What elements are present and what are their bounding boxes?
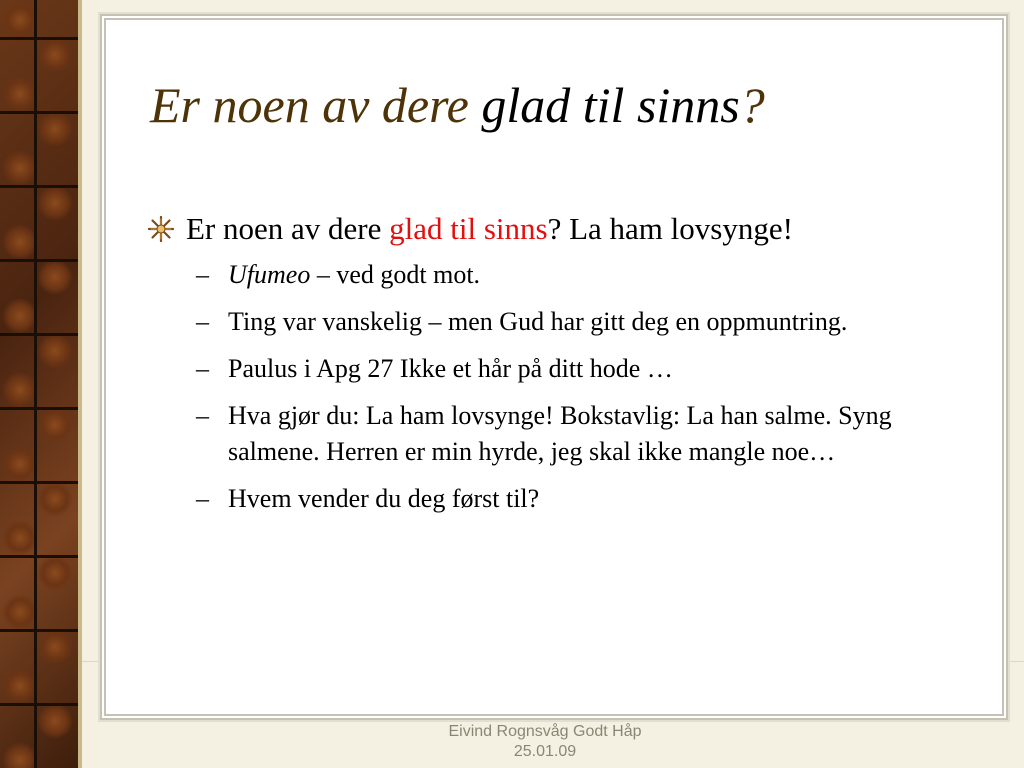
- sub-bullet: [196, 351, 998, 387]
- bullet-list: [148, 210, 998, 528]
- main-bullet-text: [186, 210, 793, 249]
- title-part-3: ?: [739, 77, 765, 133]
- sub-bullet: [196, 304, 998, 340]
- slide-footer: [380, 722, 710, 762]
- sub-bullet: [196, 257, 998, 293]
- dash-marker: –: [196, 483, 209, 513]
- title-part-2: glad til sinns: [481, 77, 740, 133]
- main-bullet-text-before: Er noen av dere: [186, 211, 390, 246]
- footer-date: 25.01.09: [513, 743, 577, 760]
- slide-content-frame: [100, 14, 1008, 720]
- starburst-bullet-icon: [148, 216, 174, 242]
- dash-marker: –: [196, 400, 209, 430]
- dash-marker: –: [196, 259, 209, 289]
- main-bullet: [148, 210, 998, 249]
- sub-bullet-plain: – ved godt mot.: [310, 259, 481, 289]
- sub-bullet-italic: Ufumeo: [228, 259, 311, 289]
- sub-bullet-text: Paulus i Apg 27 Ikke et hår på ditt hode …: [228, 353, 673, 383]
- wood-border-edge: [78, 0, 82, 768]
- sub-bullet-text: [228, 257, 948, 293]
- sub-bullet: [196, 481, 998, 517]
- slide-title: [150, 78, 765, 133]
- footer-author: Eivind Rognsvåg Godt Håp: [448, 723, 642, 740]
- dash-marker: –: [196, 353, 209, 383]
- main-bullet-highlight: glad til sinns: [389, 211, 548, 246]
- sub-bullet: [196, 398, 998, 470]
- decorative-wood-border: [0, 0, 81, 768]
- dash-marker: –: [196, 306, 209, 336]
- sub-bullet-list: [148, 257, 998, 517]
- title-part-1: Er noen av dere: [150, 77, 482, 133]
- sub-bullet-text: Ting var vanskelig – men Gud har gitt deg en oppmuntring.: [228, 306, 848, 336]
- main-bullet-text-after: ? La ham lovsynge!: [547, 211, 793, 246]
- sub-bullet-text: Hvem vender du deg først til?: [228, 483, 540, 513]
- sub-bullet-text: Hva gjør du: La ham lovsynge! Bokstavlig: La han salme. Syng salmene. Herren er min hyrde, jeg skal ikke mangle noe…: [228, 400, 892, 466]
